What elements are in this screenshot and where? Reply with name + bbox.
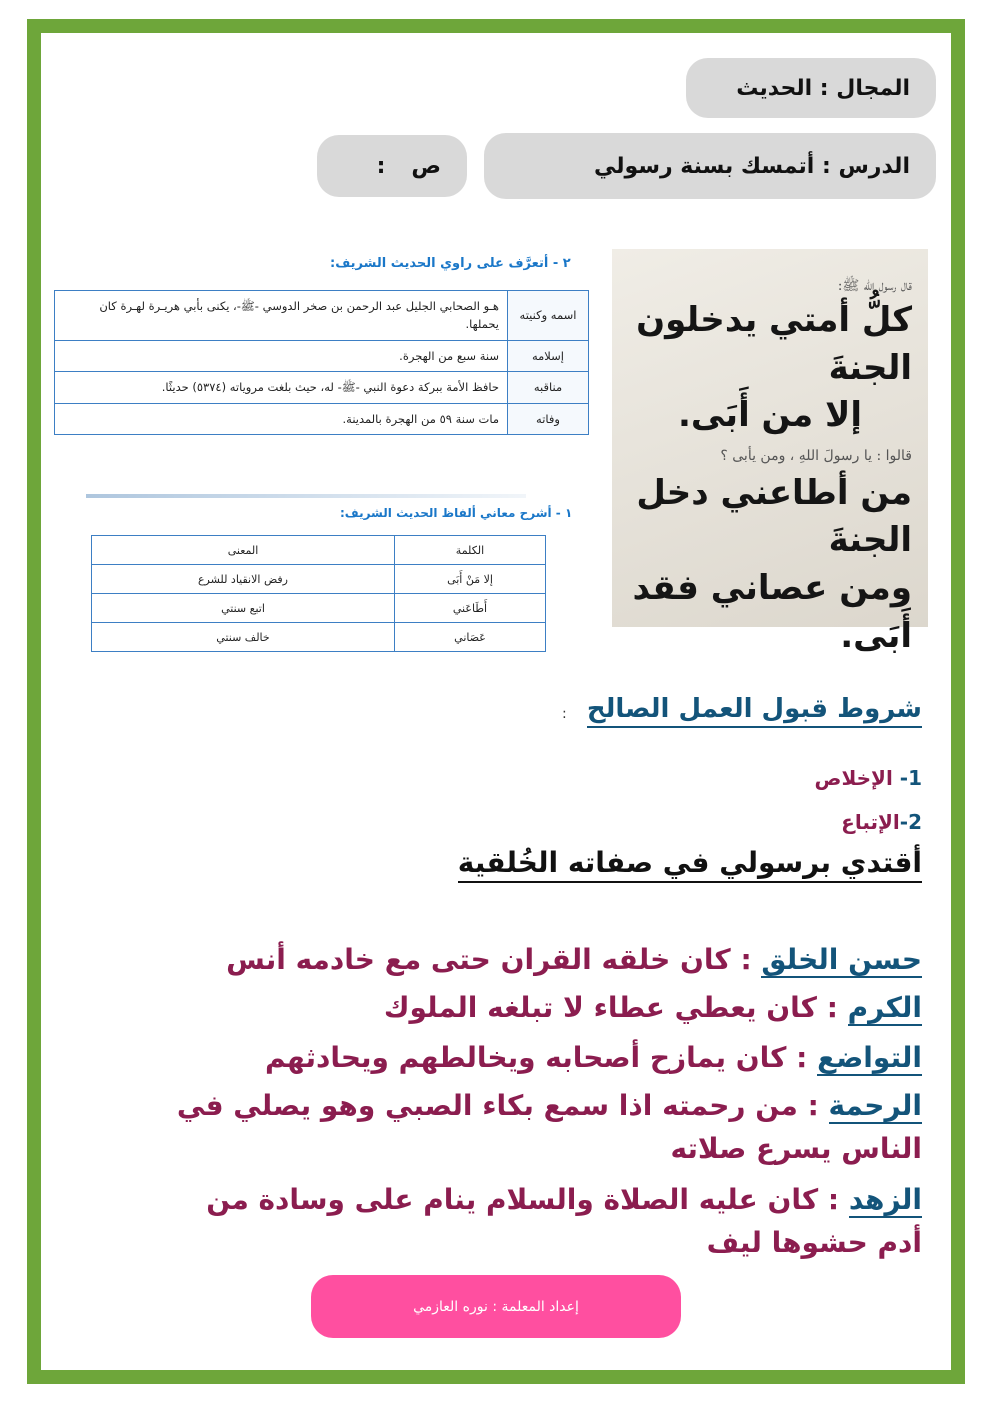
hadith-line-2: إلا من أَبَى. <box>677 395 863 436</box>
page-label: ص <box>411 153 441 179</box>
condition-item: 1- الإخلاص <box>814 766 922 790</box>
words-title: ١ - أشرح معاني ألفاظ الحديث الشريف: <box>340 506 573 520</box>
follow-title: أقتدي برسولي في صفاته الخُلقية <box>458 846 922 883</box>
table-row: أَطَاعَني اتبع سنتي <box>92 594 546 623</box>
hadith-intro: قال رسول الله ﷺ: <box>837 278 912 294</box>
teacher-credit: إعداد المعلمة : نوره العازمي <box>311 1275 681 1338</box>
domain-label: المجال : الحديث <box>686 58 936 118</box>
hadith-image <box>612 249 928 656</box>
page-number-field <box>317 135 467 197</box>
trait-generosity: الكرم : كان يعطي عطاء لا تبلغه الملوك <box>383 991 922 1024</box>
table-row: إسلامه سنة سبع من الهجرة. <box>55 340 589 371</box>
table-row: اسمه وكنيته هـو الصحابي الجليل عبد الرحمن بن صخر الدوسي -ﷺ-، يكنى بأبي هريـرة لهـرة كان يحملها. <box>55 291 589 341</box>
narrator-table <box>54 290 589 435</box>
trait-mercy: الرحمة : من رحمته اذا سمع بكاء الصبي وهو يصلي في الناس يسرع صلاته <box>176 1089 922 1166</box>
trait-humility: التواضع : كان يمازح أصحابه ويخالطهم ويحادثهم <box>265 1041 922 1074</box>
conditions-colon: : <box>562 706 567 722</box>
trait-asceticism: الزهد : كان عليه الصلاة والسلام ينام على وسادة من أدم حشوها ليف <box>206 1183 922 1260</box>
condition-item: 2-الإتباع <box>841 810 922 834</box>
table-row: مناقبه حافظ الأمة ببركة دعوة النبي -ﷺ- له، حيث بلغت مروياته (٥٣٧٤) حديثًا. <box>55 372 589 403</box>
table-row: وفاته مات سنة ٥٩ من الهجرة بالمدينة. <box>55 403 589 434</box>
table-row: إلا مَنْ أَبَى رفض الانقياد للشرع <box>92 565 546 594</box>
table-header-row: الكلمة المعنى <box>92 536 546 565</box>
hadith-line-1: كلُّ أمتي يدخلون الجنةَ <box>636 300 912 388</box>
trait-good-character: حسن الخلق : كان خلقه القران حتى مع خادمه أنس <box>226 943 922 976</box>
hadith-question: قالوا : يا رسولَ اللهِ ، ومن يأبى ؟ <box>720 447 912 464</box>
conditions-title: شروط قبول العمل الصالح <box>587 694 922 728</box>
page-colon: : <box>376 153 386 179</box>
words-table <box>91 535 546 652</box>
table-row: عَصَاني خالف سنتي <box>92 623 546 652</box>
hadith-line-4: ومن عصاني فقد أَبَى. <box>632 567 912 656</box>
hadith-line-3: من أطاعني دخل الجنةَ <box>636 472 912 561</box>
decorative-line <box>86 494 526 498</box>
narrator-title: ٢ - أتعرَّف على راوي الحديث الشريف: <box>330 256 571 271</box>
lesson-label: الدرس : أتمسك بسنة رسولي <box>484 133 936 199</box>
